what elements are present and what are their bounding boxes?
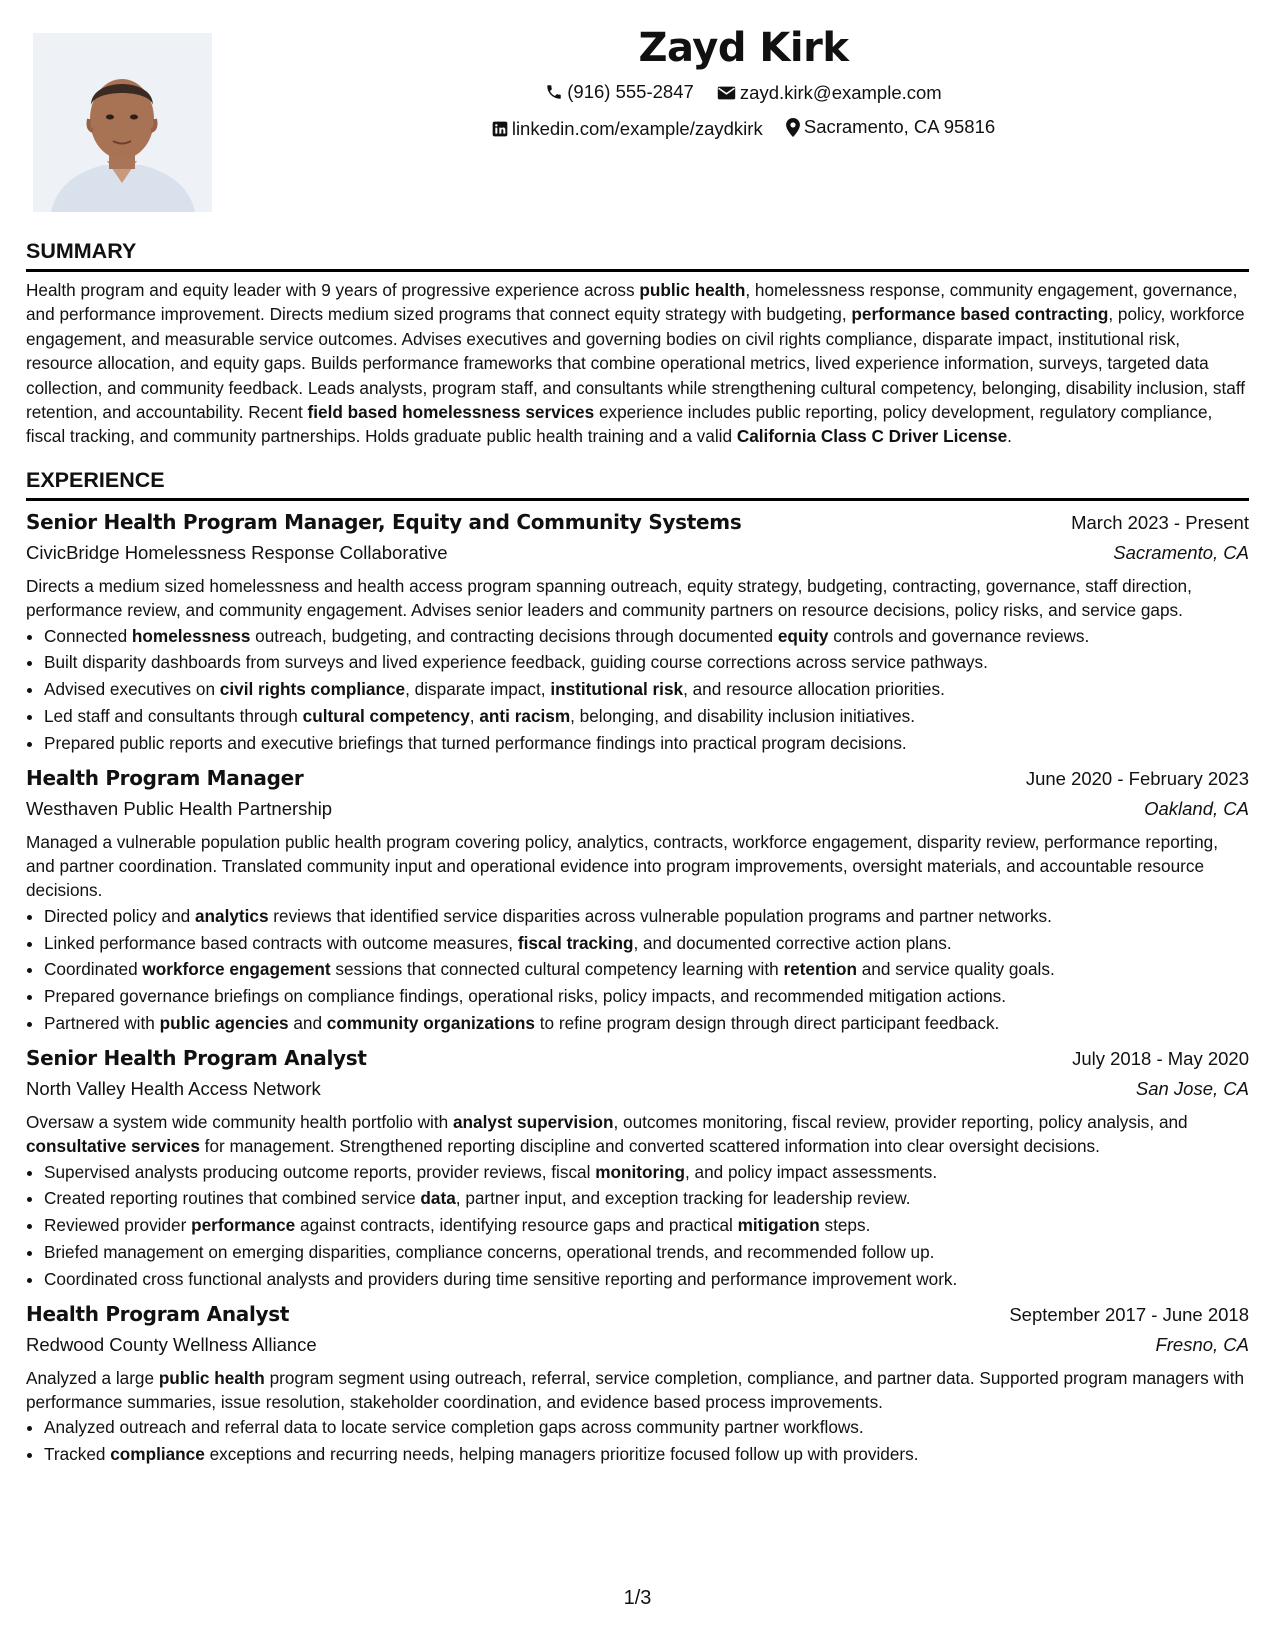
resume-body bbox=[26, 238, 1249, 1468]
job-org-row bbox=[26, 1074, 1249, 1104]
bold-keyword: homelessness bbox=[131, 625, 251, 646]
job-dates: July 2018 - May 2020 bbox=[1072, 1047, 1249, 1069]
text-run: Coordinated cross functional analysts and providers during time sensitive reporting and performance improvement work. bbox=[44, 1268, 958, 1289]
job-location: Oakland, CA bbox=[1144, 797, 1249, 819]
text-run: Directed policy and bbox=[44, 905, 195, 926]
bullet-item bbox=[44, 703, 1249, 730]
job-org-row bbox=[26, 794, 1249, 824]
text-run: Advised executives on bbox=[44, 679, 220, 700]
bullet-item bbox=[44, 983, 1249, 1010]
job-entry bbox=[26, 1299, 1249, 1468]
text-run: Partnered with bbox=[44, 1013, 160, 1034]
job-organization: CivicBridge Homelessness Response Collaborative bbox=[26, 541, 448, 563]
job-header-row bbox=[26, 763, 1249, 794]
linkedin-contact[interactable] bbox=[492, 113, 763, 145]
job-header-row bbox=[26, 1043, 1249, 1074]
job-organization: Redwood County Wellness Alliance bbox=[26, 1333, 317, 1355]
candidate-name: Zayd Kirk bbox=[638, 25, 849, 71]
text-run: Briefed management on emerging disparities, compliance concerns, operational trends, and recommended follow up. bbox=[44, 1242, 935, 1263]
email-address: zayd.kirk@example.com bbox=[739, 82, 942, 103]
text-run: for management. Strengthened reporting discipline and converted scattered information into clear oversight decisions. bbox=[199, 1136, 1100, 1157]
summary-text bbox=[26, 278, 1249, 449]
job-title: Senior Health Program Manager, Equity and Community Systems bbox=[26, 509, 742, 534]
text-run: program segment using outreach, referral, service completion, compliance, and partner data. Supported program managers with performance summaries, issue resolution, stakeholder coordination, and evidence based process improvements. bbox=[26, 1367, 1245, 1413]
text-run: steps. bbox=[819, 1215, 871, 1236]
location-contact bbox=[786, 111, 995, 143]
job-entry bbox=[26, 763, 1249, 1037]
text-run: and bbox=[288, 1013, 327, 1034]
text-run: reviews that identified service disparities across vulnerable population programs and partner networks. bbox=[268, 905, 1052, 926]
text-run: and service quality goals. bbox=[856, 959, 1055, 980]
phone-number: (916) 555-2847 bbox=[567, 81, 694, 102]
page-number: 1/3 bbox=[623, 1587, 652, 1609]
email-contact[interactable] bbox=[717, 77, 942, 109]
bold-keyword: California Class C Driver License bbox=[736, 426, 1008, 447]
text-run: , homelessness response, community engagement, governance, and performance improvement. Directs medium sized programs that connect equity strategy with budgeting, bbox=[26, 280, 1238, 325]
text-run: . bbox=[1007, 426, 1012, 447]
bold-keyword: analytics bbox=[194, 905, 269, 926]
job-bullets bbox=[26, 1414, 1249, 1468]
job-dates: June 2020 - February 2023 bbox=[1025, 767, 1249, 789]
experience-list bbox=[26, 507, 1249, 1468]
job-dates: September 2017 - June 2018 bbox=[1009, 1303, 1249, 1325]
text-run: Coordinated bbox=[44, 959, 143, 980]
text-run: , outcomes monitoring, fiscal review, provider reporting, policy analysis, and bbox=[613, 1111, 1188, 1132]
job-entry bbox=[26, 507, 1249, 757]
text-run: , and policy impact assessments. bbox=[684, 1161, 938, 1182]
bullet-item bbox=[44, 1414, 1249, 1441]
text-run: , bbox=[469, 706, 480, 727]
location-text: Sacramento, CA 95816 bbox=[803, 116, 996, 137]
profile-photo bbox=[33, 33, 212, 212]
bullet-item bbox=[44, 1185, 1249, 1212]
bold-keyword: institutional risk bbox=[550, 679, 684, 700]
job-org-row bbox=[26, 1330, 1249, 1360]
bullet-item bbox=[44, 903, 1249, 930]
linkedin-url: linkedin.com/example/zaydkirk bbox=[511, 117, 763, 139]
text-run: Analyzed a large bbox=[26, 1367, 159, 1388]
bullet-item bbox=[44, 649, 1249, 676]
text-run: sessions that connected cultural competency learning with bbox=[330, 959, 784, 980]
bold-keyword: community organizations bbox=[326, 1013, 535, 1034]
bold-keyword: performance based contracting bbox=[851, 304, 1109, 325]
text-run: Linked performance based contracts with outcome measures, bbox=[44, 932, 518, 953]
text-run: Analyzed outreach and referral data to locate service completion gaps across community partner workflows. bbox=[44, 1417, 864, 1438]
bold-keyword: civil rights compliance bbox=[219, 679, 406, 700]
bullet-item bbox=[44, 1441, 1249, 1468]
job-entry bbox=[26, 1043, 1249, 1293]
bold-keyword: analyst supervision bbox=[453, 1111, 614, 1132]
resume-header bbox=[212, 20, 1275, 147]
text-run: Built disparity dashboards from surveys and lived experience feedback, guiding course corrections across service pathways. bbox=[44, 652, 988, 673]
job-description bbox=[26, 1366, 1249, 1415]
bold-keyword: public agencies bbox=[159, 1013, 289, 1034]
bold-keyword: consultative services bbox=[26, 1136, 200, 1157]
map-pin-icon bbox=[786, 118, 800, 137]
text-run: to refine program design through direct participant feedback. bbox=[534, 1013, 1000, 1034]
job-header-row bbox=[26, 507, 1249, 538]
bold-keyword: monitoring bbox=[595, 1161, 685, 1182]
bold-keyword: field based homelessness services bbox=[307, 402, 595, 423]
phone-icon bbox=[545, 83, 563, 101]
bold-keyword: workforce engagement bbox=[142, 959, 331, 980]
job-description: Managed a vulnerable population public health program covering policy, analytics, contracts, workforce engagement, disparity review, performance reporting, and partner coordination. Translated community input and operational evidence into program improvements, oversight materials, and accountable resource decisions. bbox=[26, 831, 1218, 901]
bullet-item bbox=[44, 1212, 1249, 1239]
text-run: outreach, budgeting, and contracting decisions through documented bbox=[250, 625, 778, 646]
bullet-item bbox=[44, 930, 1249, 957]
text-run: Tracked bbox=[44, 1444, 111, 1465]
text-run: Supervised analysts producing outcome reports, provider reviews, fiscal bbox=[44, 1161, 596, 1182]
bold-keyword: mitigation bbox=[737, 1215, 820, 1236]
job-description: Directs a medium sized homelessness and health access program spanning outreach, equity strategy, budgeting, contracting, governance, staff direction, performance review, and community engagement. Advises senior leaders and community partners on resource decisions, policy risks, and service gaps. bbox=[26, 575, 1192, 621]
text-run: Connected bbox=[44, 625, 132, 646]
text-run: Led staff and consultants through bbox=[44, 706, 303, 727]
job-bullets bbox=[26, 903, 1249, 1037]
text-run: controls and governance reviews. bbox=[828, 625, 1090, 646]
bold-keyword: fiscal tracking bbox=[517, 932, 634, 953]
bullet-item bbox=[44, 956, 1249, 983]
job-header-row bbox=[26, 1299, 1249, 1330]
job-title: Senior Health Program Analyst bbox=[26, 1045, 367, 1070]
job-organization: Westhaven Public Health Partnership bbox=[26, 797, 333, 819]
bullet-item bbox=[44, 1239, 1249, 1266]
job-location: San Jose, CA bbox=[1135, 1077, 1249, 1099]
job-title: Health Program Manager bbox=[26, 765, 304, 790]
job-location: Fresno, CA bbox=[1155, 1333, 1249, 1355]
text-run: , belonging, and disability inclusion initiatives. bbox=[570, 706, 916, 727]
bullet-item bbox=[44, 623, 1249, 650]
text-run: , disparate impact, bbox=[405, 679, 551, 700]
job-bullets bbox=[26, 1159, 1249, 1293]
job-org-row bbox=[26, 538, 1249, 568]
bullet-item bbox=[44, 676, 1249, 703]
job-description bbox=[26, 1110, 1249, 1159]
text-run: Reviewed provider bbox=[44, 1215, 192, 1236]
bullet-item bbox=[44, 730, 1249, 757]
job-location: Sacramento, CA bbox=[1113, 541, 1249, 563]
job-bullets bbox=[26, 623, 1249, 757]
bold-keyword: public health bbox=[639, 280, 746, 300]
bold-keyword: performance bbox=[191, 1215, 296, 1236]
bold-keyword: retention bbox=[783, 959, 857, 980]
linkedin-icon bbox=[492, 121, 508, 137]
text-run: , and documented corrective action plans. bbox=[633, 932, 952, 953]
text-run: Health program and equity leader with 9 years of progressive experience across bbox=[26, 280, 640, 300]
contact-line-1 bbox=[212, 76, 1275, 111]
bold-keyword: data bbox=[420, 1188, 456, 1209]
bullet-item bbox=[44, 1159, 1249, 1186]
bold-keyword: equity bbox=[777, 625, 829, 646]
phone-contact bbox=[545, 76, 694, 108]
text-run: Prepared governance briefings on compliance findings, operational risks, policy impacts, and recommended mitigation actions. bbox=[44, 986, 1007, 1007]
text-run: Prepared public reports and executive briefings that turned performance findings into practical program decisions. bbox=[44, 732, 907, 753]
bullet-item bbox=[44, 1266, 1249, 1293]
text-run: experience includes public reporting, policy development, regulatory compliance, fiscal tracking, and community partnerships. Holds graduate public health training and a valid bbox=[26, 402, 1213, 447]
bold-keyword: anti racism bbox=[479, 706, 571, 727]
text-run: Created reporting routines that combined service bbox=[44, 1188, 421, 1209]
bullet-item bbox=[44, 1010, 1249, 1037]
job-title: Health Program Analyst bbox=[26, 1301, 290, 1326]
text-run: exceptions and recurring needs, helping managers prioritize focused follow up with providers. bbox=[204, 1444, 919, 1465]
envelope-icon bbox=[717, 85, 736, 101]
bold-keyword: cultural competency bbox=[302, 706, 470, 727]
contact-line-2 bbox=[212, 111, 1275, 147]
job-organization: North Valley Health Access Network bbox=[26, 1077, 321, 1099]
portrait-image bbox=[33, 33, 212, 212]
text-run: Oversaw a system wide community health portfolio with bbox=[26, 1111, 453, 1132]
text-run: against contracts, identifying resource gaps and practical bbox=[295, 1215, 738, 1236]
experience-heading: EXPERIENCE bbox=[26, 467, 1249, 501]
text-run: , and resource allocation priorities. bbox=[683, 679, 945, 700]
job-dates: March 2023 - Present bbox=[1071, 511, 1249, 533]
summary-heading: SUMMARY bbox=[26, 238, 1249, 272]
text-run: , policy, workforce engagement, and measurable service outcomes. Advises executives and governing bodies on civil rights compliance, disparate impact, institutional risk, resource allocation, and equity gaps. Builds performance frameworks that combine operational metrics, lived experience information, surveys, targeted data collection, and community feedback. Leads analysts, program staff, and consultants while strengthening cultural competency, belonging, disability inclusion, staff retention, and accountability. Recent bbox=[26, 304, 1246, 423]
bold-keyword: public health bbox=[158, 1367, 265, 1388]
bold-keyword: compliance bbox=[110, 1444, 205, 1465]
text-run: , partner input, and exception tracking for leadership review. bbox=[455, 1188, 911, 1209]
